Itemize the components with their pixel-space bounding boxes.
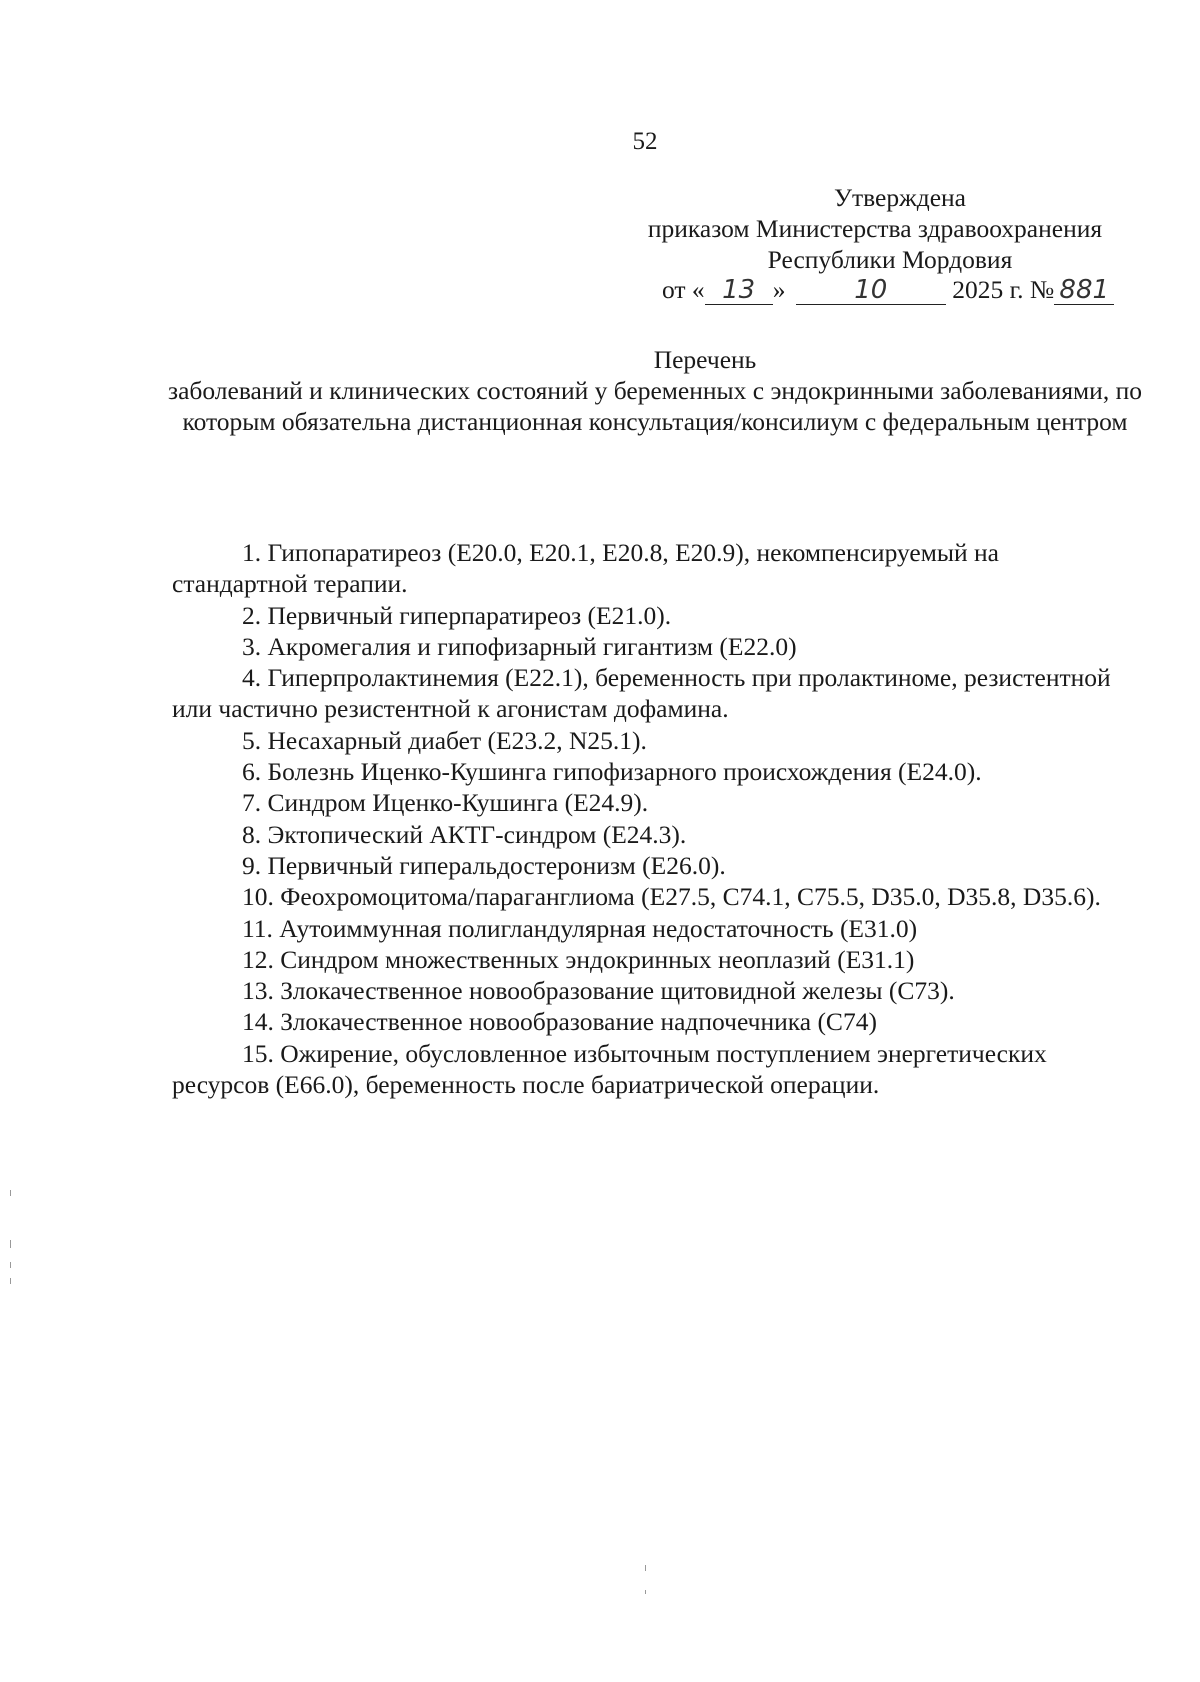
scan-speck [10, 1278, 11, 1284]
approval-line-order: приказом Министерства здравоохранения [647, 214, 1103, 243]
document-title [160, 344, 1150, 437]
list-item: 7. Синдром Иценко-Кушинга (E24.9). [242, 788, 649, 818]
list-item: 1. Гипопаратиреоз (E20.0, E20.1, E20.8, E20.9), некомпенсируемый на стандартной терапии. [172, 538, 999, 599]
list-item: 3. Акромегалия и гипофизарный гигантизм (E22.0) [242, 631, 797, 661]
list-item: 13. Злокачественное новообразование щитовидной железы (C73). [242, 976, 955, 1006]
date-month: 10 [796, 276, 946, 305]
scan-speck [645, 1565, 646, 1571]
list-item: 5. Несахарный диабет (E23.2, N25.1). [242, 725, 647, 755]
order-number: 881 [1054, 276, 1114, 305]
list-item: 12. Синдром множественных эндокринных неоплазий (E31.1) [242, 944, 915, 974]
title-subtitle: заболеваний и клинических состояний у беременных с эндокринными заболеваниями, по которым обязательна дистанционная консультация/консилиум с федеральным центром [168, 376, 1142, 436]
scan-speck [10, 1262, 11, 1268]
date-day-close: » [772, 275, 786, 304]
approval-stamp [600, 182, 1140, 275]
list-item: 4. Гиперпролактинемия (E22.1), беременность при пролактиноме, резистентной или частично резистентной к агонистам дофамина. [172, 663, 1111, 724]
date-prefix: от « [662, 275, 705, 304]
approval-line-republic: Республики Мордовия [767, 245, 1013, 274]
page-number: 52 [632, 128, 658, 155]
scan-speck [645, 1590, 646, 1594]
conditions-list [172, 537, 1130, 1100]
list-item: 2. Первичный гиперпаратиреоз (E21.0). [242, 600, 672, 630]
date-day: 13 [705, 276, 773, 305]
list-item: 11. Аутоиммунная полигландулярная недостаточность (E31.0) [242, 913, 918, 943]
list-item: 6. Болезнь Иценко-Кушинга гипофизарного происхождения (E24.0). [242, 757, 982, 787]
date-year: 2025 г. № [952, 275, 1055, 304]
list-item: 14. Злокачественное новообразование надпочечника (C74) [242, 1007, 877, 1037]
list-item: 10. Феохромоцитома/параганглиома (E27.5, C74.1, C75.5, D35.0, D35.8, D35.6). [242, 882, 1101, 912]
list-item: 15. Ожирение, обусловленное избыточным поступлением энергетических ресурсов (E66.0), беременность после бариатрической операции. [172, 1038, 1047, 1100]
list-item: 9. Первичный гиперальдостеронизм (E26.0). [242, 850, 726, 880]
scan-speck [10, 1240, 11, 1248]
approval-date [662, 274, 1132, 305]
approval-line-approved: Утверждена [833, 183, 967, 212]
scan-speck [10, 1190, 11, 1196]
list-item: 8. Эктопический АКТГ-синдром (E24.3). [242, 819, 687, 849]
title-heading: Перечень [653, 345, 757, 374]
